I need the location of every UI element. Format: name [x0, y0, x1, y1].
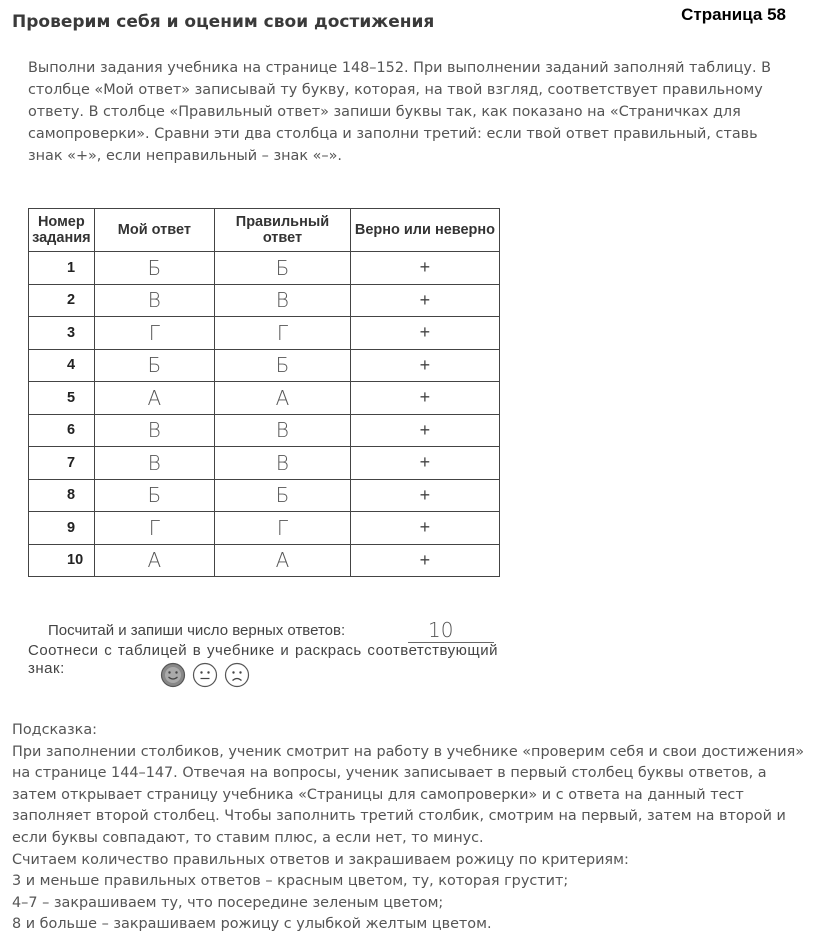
check-mark-cell: + — [350, 544, 499, 577]
my-answer-cell: Б — [94, 479, 214, 512]
correct-answer-cell: А — [215, 382, 351, 415]
table-row — [29, 252, 500, 285]
relate-instruction: Соотнеси с таблицей в учебнике и раскрась соответствующий знак: — [28, 642, 498, 677]
hint-line: 4–7 – закрашиваем ту, что посередине зеленым цветом; — [12, 894, 444, 911]
header-correct-answer: Правильный ответ — [215, 209, 351, 252]
page-number: Страница 58 — [681, 5, 786, 24]
my-answer-cell: Г — [94, 512, 214, 545]
header-right-or-wrong: Верно или неверно — [350, 209, 499, 252]
correct-answer-cell: В — [215, 284, 351, 317]
hint-line: если буквы совпадают, то ставим плюс, а если нет, то минус. — [12, 829, 484, 846]
hint-heading: Подсказка: — [12, 722, 98, 738]
header-task-number: Номер задания — [29, 209, 95, 252]
my-answer-cell: В — [94, 447, 214, 480]
task-number-cell: 10 — [29, 544, 95, 577]
correct-answer-cell: Б — [215, 252, 351, 285]
task-number-cell: 6 — [29, 414, 95, 447]
my-answer-cell: Б — [94, 252, 214, 285]
smiley-scale — [160, 662, 250, 688]
table-row — [29, 284, 500, 317]
check-mark-cell: + — [350, 349, 499, 382]
sad-face-icon[interactable] — [224, 662, 250, 688]
my-answer-cell: Г — [94, 317, 214, 350]
table-row — [29, 382, 500, 415]
neutral-face-icon[interactable] — [192, 662, 218, 688]
hint-line: затем открывает страницу учебника «Страницы для самопроверки» и с ответа на данный тест — [12, 786, 744, 803]
task-number-cell: 3 — [29, 317, 95, 350]
table-row — [29, 349, 500, 382]
check-mark-cell: + — [350, 447, 499, 480]
correct-answer-cell: В — [215, 447, 351, 480]
task-number-cell: 5 — [29, 382, 95, 415]
check-mark-cell: + — [350, 382, 499, 415]
my-answer-cell: Б — [94, 349, 214, 382]
check-mark-cell: + — [350, 414, 499, 447]
table-row — [29, 544, 500, 577]
my-answer-cell: В — [94, 284, 214, 317]
header-my-answer: Мой ответ — [94, 209, 214, 252]
correct-answer-cell: Г — [215, 317, 351, 350]
check-mark-cell: + — [350, 284, 499, 317]
correct-answer-cell: Г — [215, 512, 351, 545]
task-number-cell: 1 — [29, 252, 95, 285]
my-answer-cell: А — [94, 544, 214, 577]
answer-table — [28, 208, 500, 577]
hint-line: 8 и больше – закрашиваем рожицу с улыбкой желтым цветом. — [12, 916, 492, 933]
count-instruction: Посчитай и запиши число верных ответов: — [48, 622, 346, 639]
correct-answer-cell: А — [215, 544, 351, 577]
table-row — [29, 479, 500, 512]
check-mark-cell: + — [350, 512, 499, 545]
task-instructions: Выполни задания учебника на странице 148–152. При выполнении заданий заполняй таблицу. В столбце «Мой ответ» записывай ту букву, которая, на твой взгляд, соответствует правильному ответу. В столбце «Правильный ответ» запиши буквы так, как показано на «Страничках для самопроверки». Сравни эти два столбца и заполни третий: если твой ответ правильный, ставь знак «+», если неправильный – знак «–». — [28, 60, 771, 164]
check-mark-cell: + — [350, 317, 499, 350]
correct-answer-cell: Б — [215, 349, 351, 382]
count-value: 10 — [428, 618, 454, 642]
hint-line: на странице 144–147. Отвечая на вопросы, ученик записывает в первый столбец буквы ответов, а — [12, 765, 767, 782]
my-answer-cell: В — [94, 414, 214, 447]
happy-face-icon[interactable] — [160, 662, 186, 688]
table-row — [29, 414, 500, 447]
hint-line: заполняет второй столбец. Чтобы заполнить третий столбик, смотрим на первый, затем на второй и — [12, 808, 786, 825]
check-mark-cell: + — [350, 479, 499, 512]
table-header-row — [29, 209, 500, 252]
task-number-cell: 7 — [29, 447, 95, 480]
hint-line: 3 и меньше правильных ответов – красным цветом, ту, которая грустит; — [12, 873, 569, 890]
table-row — [29, 512, 500, 545]
correct-answer-cell: Б — [215, 479, 351, 512]
hint-line: Считаем количество правильных ответов и закрашиваем рожицу по критериям: — [12, 851, 629, 868]
my-answer-cell: А — [94, 382, 214, 415]
hint-line: При заполнении столбиков, ученик смотрит на работу в учебнике «проверим себя и свои достижения» — [12, 743, 805, 760]
check-mark-cell: + — [350, 252, 499, 285]
table-row — [29, 317, 500, 350]
table-row — [29, 447, 500, 480]
page-title: Проверим себя и оценим свои достижения — [12, 12, 435, 32]
task-number-cell: 2 — [29, 284, 95, 317]
task-number-cell: 8 — [29, 479, 95, 512]
task-number-cell: 9 — [29, 512, 95, 545]
correct-answer-cell: В — [215, 414, 351, 447]
hint-block — [12, 720, 805, 936]
task-number-cell: 4 — [29, 349, 95, 382]
